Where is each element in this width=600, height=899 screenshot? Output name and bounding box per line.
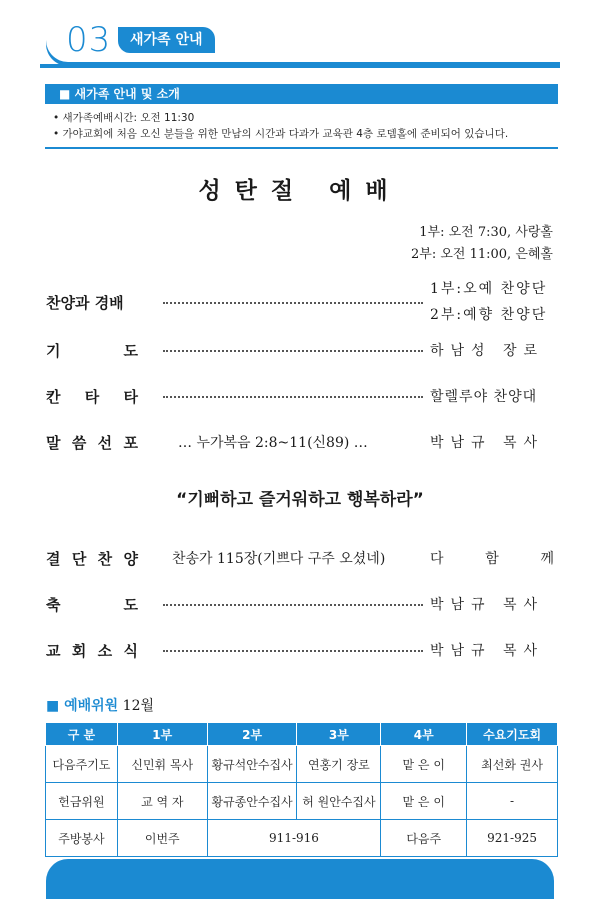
order-label-hymn: 결 단 찬 양: [46, 550, 138, 568]
section-bar: [45, 84, 558, 104]
hymn-title: 찬송가 115장(기쁘다 구주 오셨네): [172, 551, 386, 567]
table-header: 1부: [117, 723, 207, 746]
order-right-cantata: 할렐루야 찬양대: [430, 389, 538, 405]
service-time-2: 2부: 오전 11:00, 은혜홀: [411, 247, 553, 262]
order-right-benediction: 박남규 목사: [430, 597, 545, 613]
table-cell: 교 역 자: [117, 783, 207, 820]
service-title: 성탄절 예배: [198, 177, 402, 204]
table-header: 4부: [381, 723, 467, 746]
order-label-benediction: 축 도: [46, 596, 138, 614]
table-cell: 911-916: [207, 820, 381, 857]
order-right-praise-1: 1부:오예 찬양단: [430, 281, 548, 297]
table-header: 수요기도회: [467, 723, 558, 746]
order-right-news: 박남규 목사: [430, 643, 545, 659]
table-cell: 맡 은 이: [381, 746, 467, 783]
table-header: 3부: [297, 723, 381, 746]
table-cell: -: [467, 783, 558, 820]
dot-leader: [163, 650, 423, 652]
dot-leader: [163, 302, 423, 304]
notes-box: [45, 110, 558, 149]
table-cell: 황규석안수집사: [207, 746, 297, 783]
table-cell: 최선화 권사: [467, 746, 558, 783]
table-cell: 허 원안수집사: [297, 783, 381, 820]
page-title: 새가족 안내: [118, 27, 215, 53]
table-cell: 주방봉사: [46, 820, 118, 857]
note-item: • 가야교회에 처음 오신 분들을 위한 만남의 시간과 다과가 교육관 4층 로뎀홀에 준비되어 있습니다.: [53, 128, 509, 140]
committee-title: ■ 예배위원: [46, 698, 119, 714]
order-label-sermon: 말 씀 선 포: [46, 434, 138, 452]
order-right-prayer: 하남성 장로: [430, 343, 545, 359]
table-cell: 맡 은 이: [381, 783, 467, 820]
table-row: [46, 746, 558, 783]
page-number: 03: [66, 20, 112, 60]
dot-leader: [163, 604, 423, 606]
table-header: 구 분: [46, 723, 118, 746]
table-cell: 신민휘 목사: [117, 746, 207, 783]
order-label-news: 교 회 소 식: [46, 642, 138, 660]
order-right-sermon: 박남규 목사: [430, 435, 545, 451]
table-cell: 황규종안수집사: [207, 783, 297, 820]
order-label-cantata: 칸 타 타: [46, 388, 138, 406]
header-rule: [40, 64, 560, 68]
section-title: ■ 새가족 안내 및 소개: [59, 87, 180, 101]
table-cell: 다음주기도: [46, 746, 118, 783]
order-right-praise-2: 2부:예향 찬양단: [430, 307, 548, 323]
table-row: [46, 783, 558, 820]
order-label-prayer: 기 도: [46, 342, 138, 360]
order-label-praise: 찬양과 경배: [46, 294, 124, 312]
dot-leader: [163, 350, 423, 352]
committee-heading: [46, 695, 154, 715]
table-header-row: [46, 723, 558, 746]
table-cell: 헌금위원: [46, 783, 118, 820]
order-right-hymn: 다 함 께: [430, 551, 554, 567]
committee-month: 12월: [122, 698, 154, 714]
sermon-scripture: … 누가복음 2:8~11(신89) …: [178, 435, 368, 451]
table-cell: 921-925: [467, 820, 558, 857]
table-cell: 다음주: [381, 820, 467, 857]
committee-table: [45, 722, 558, 857]
table-cell: 연홍기 장로: [297, 746, 381, 783]
table-cell: 이번주: [117, 820, 207, 857]
dot-leader: [163, 396, 423, 398]
footer-bar: [46, 859, 554, 899]
sermon-quote: “기뻐하고 즐거워하고 행복하라”: [176, 490, 424, 510]
table-row: [46, 820, 558, 857]
note-item: • 새가족예배시간: 오전 11:30: [53, 112, 195, 124]
table-header: 2부: [207, 723, 297, 746]
service-time-1: 1부: 오전 7:30, 사랑홀: [419, 225, 553, 240]
